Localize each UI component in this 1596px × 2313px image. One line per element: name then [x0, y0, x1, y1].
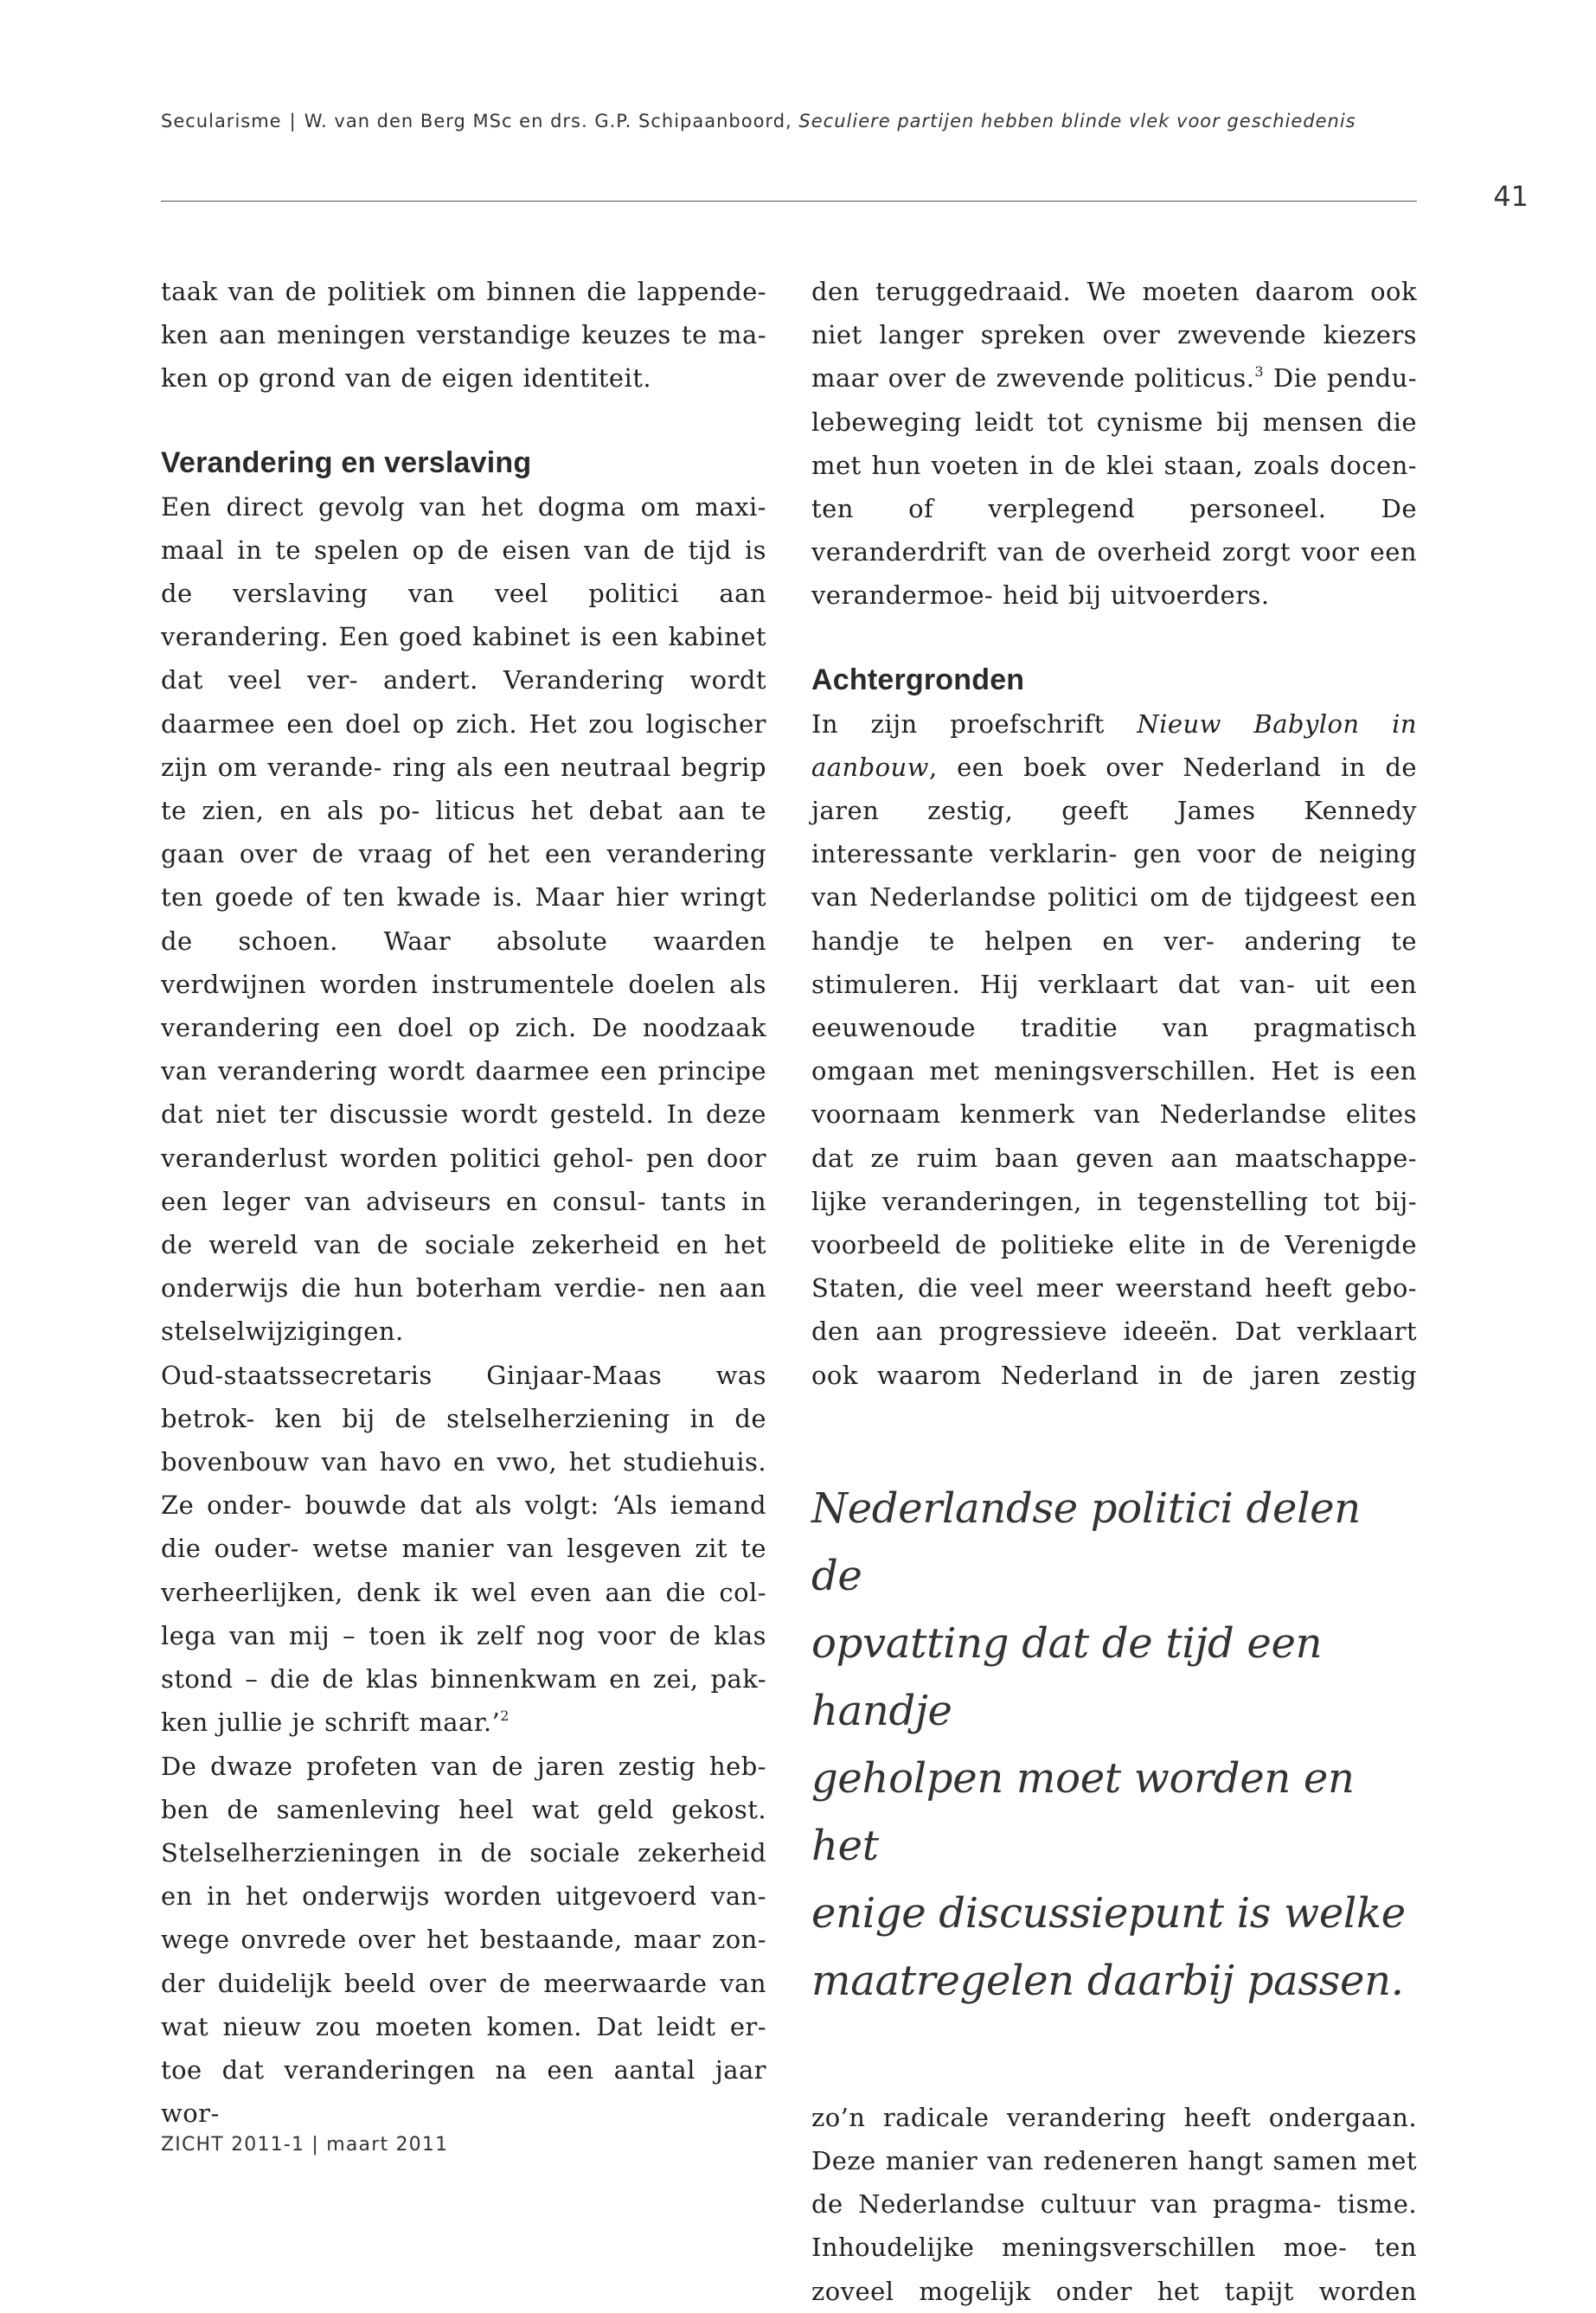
header-article-title: Seculiere partijen hebben blinde vlek voor geschiedenis	[798, 111, 1356, 131]
paragraph: De dwaze profeten van de jaren zestig heb- ben de samenleving heel wat geld gekost. Stelselherzieningen in de sociale zekerheid en in het onderwijs worden uitgevoerd van- wege onvrede over het bestaande, maar zon- der duidelijk beeld over de meerwaarde van wat nieuw zou moeten komen. Dat leidt er- toe dat veranderingen na een aantal jaar wor-	[161, 1751, 766, 2129]
pull-quote: Nederlandse politici delen de opvatting dat de tijd een handje geholpen moet worden en het enige discussiepunt is welke maatregelen daarbij passen.	[811, 1483, 1406, 2005]
running-header	[161, 111, 1424, 131]
right-column	[811, 270, 1417, 2313]
paragraph: In zijn proefschrift Nieuw Babylon in aanbouw, een boek over Nederland in de jaren zestig, geeft James Kennedy interessante verklarin- gen voor de neiging van Nederlandse politici om de tijdgeest een handje te helpen en ver- andering te stimuleren. Hij verklaart dat van- uit een eeuwenoude traditie van pragmatisch omgaan met meningsverschillen. Het is een voornaam kenmerk van Nederlandse elites dat ze ruim baan geven aan maatschappe- lijke veranderingen, in tegenstelling tot bij- voorbeeld de politieke elite in de Verenigde Staten, die veel meer weerstand heeft gebo- den aan progressieve ideeën. Dat verklaart ook waarom Nederland in de jaren zestig	[811, 708, 1417, 1390]
left-column	[161, 270, 766, 2135]
footnote-ref[interactable]: 2	[500, 1708, 510, 1725]
book-title: Nieuw Babylon in aanbouw	[811, 708, 1417, 782]
paragraph: Een direct gevolg van het dogma om maxi- maal in te spelen op de eisen van de tijd is de verslaving van veel politici aan verandering. Een goed kabinet is een kabinet dat veel ver- andert. Verandering wordt daarmee een doel op zich. Het zou logischer zijn om verande- ring als een neutraal begrip te zien, en als po- liticus het debat aan te gaan over de vraag of het een verandering ten goede of ten kwade is. Maar hier wringt de schoen. Waar absolute waarden verdwijnen worden instrumentele doelen als verandering een doel op zich. De noodzaak van verandering wordt daarmee een principe dat niet ter discussie wordt gesteld. In deze veranderlust worden politici gehol- pen door een leger van adviseurs en consul- tants in de wereld van de sociale zekerheid en het onderwijs die hun boterham verdie- nen aan stelselwijzigingen.	[161, 491, 767, 1347]
paragraph: taak van de politiek om binnen die lappende- ken aan meningen verstandige keuzes te ma- ken op grond van de eigen identiteit.	[161, 277, 766, 394]
header-separator: |	[289, 111, 297, 131]
header-section: Secularisme	[161, 111, 282, 131]
page-number: 41	[1493, 180, 1529, 213]
section-heading: Verandering en verslaving	[161, 445, 532, 479]
paragraph: Oud-staatssecretaris Ginjaar-Maas was betrok- ken bij de stelselherziening in de bovenbouw van havo en vwo, het studiehuis. Ze onder- bouwde dat als volgt: ‘Als iemand die ouder- wetse manier van lesgeven zit te verheerlijken, denk ik wel even aan die col- lega van mij – toen ik zelf nog voor de klas stond – die de klas binnenkwam en zei, pak- ken jullie je schrift maar.’$^2$	[161, 1360, 767, 1738]
footnote-ref[interactable]: 3	[1254, 363, 1265, 381]
paragraph: zo’n radicale verandering heeft ondergaan. Deze manier van redeneren hangt samen met de Nederlandse cultuur van pragma- tisme. Inhoudelijke meningsverschillen moe- ten zoveel mogelijk onder het tapijt worden	[811, 2102, 1417, 2306]
header-authors: W. van den Berg MSc en drs. G.P. Schipaanboord,	[304, 111, 792, 131]
footer-issue-info: ZICHT 2011-1 | maart 2011	[161, 2134, 449, 2156]
header-rule	[161, 201, 1417, 202]
paragraph: den teruggedraaid. We moeten daarom ook niet langer spreken over zwevende kiezers maar over de zwevende politicus.$^3$ Die pendu- lebeweging leidt tot cynisme bij mensen die met hun voeten in de klei staan, zoals docen- ten of verplegend personeel. De veranderdrift van de overheid zorgt voor een verandermoe- heid bij uitvoerders.	[811, 277, 1417, 611]
section-heading: Achtergronden	[811, 663, 1025, 696]
